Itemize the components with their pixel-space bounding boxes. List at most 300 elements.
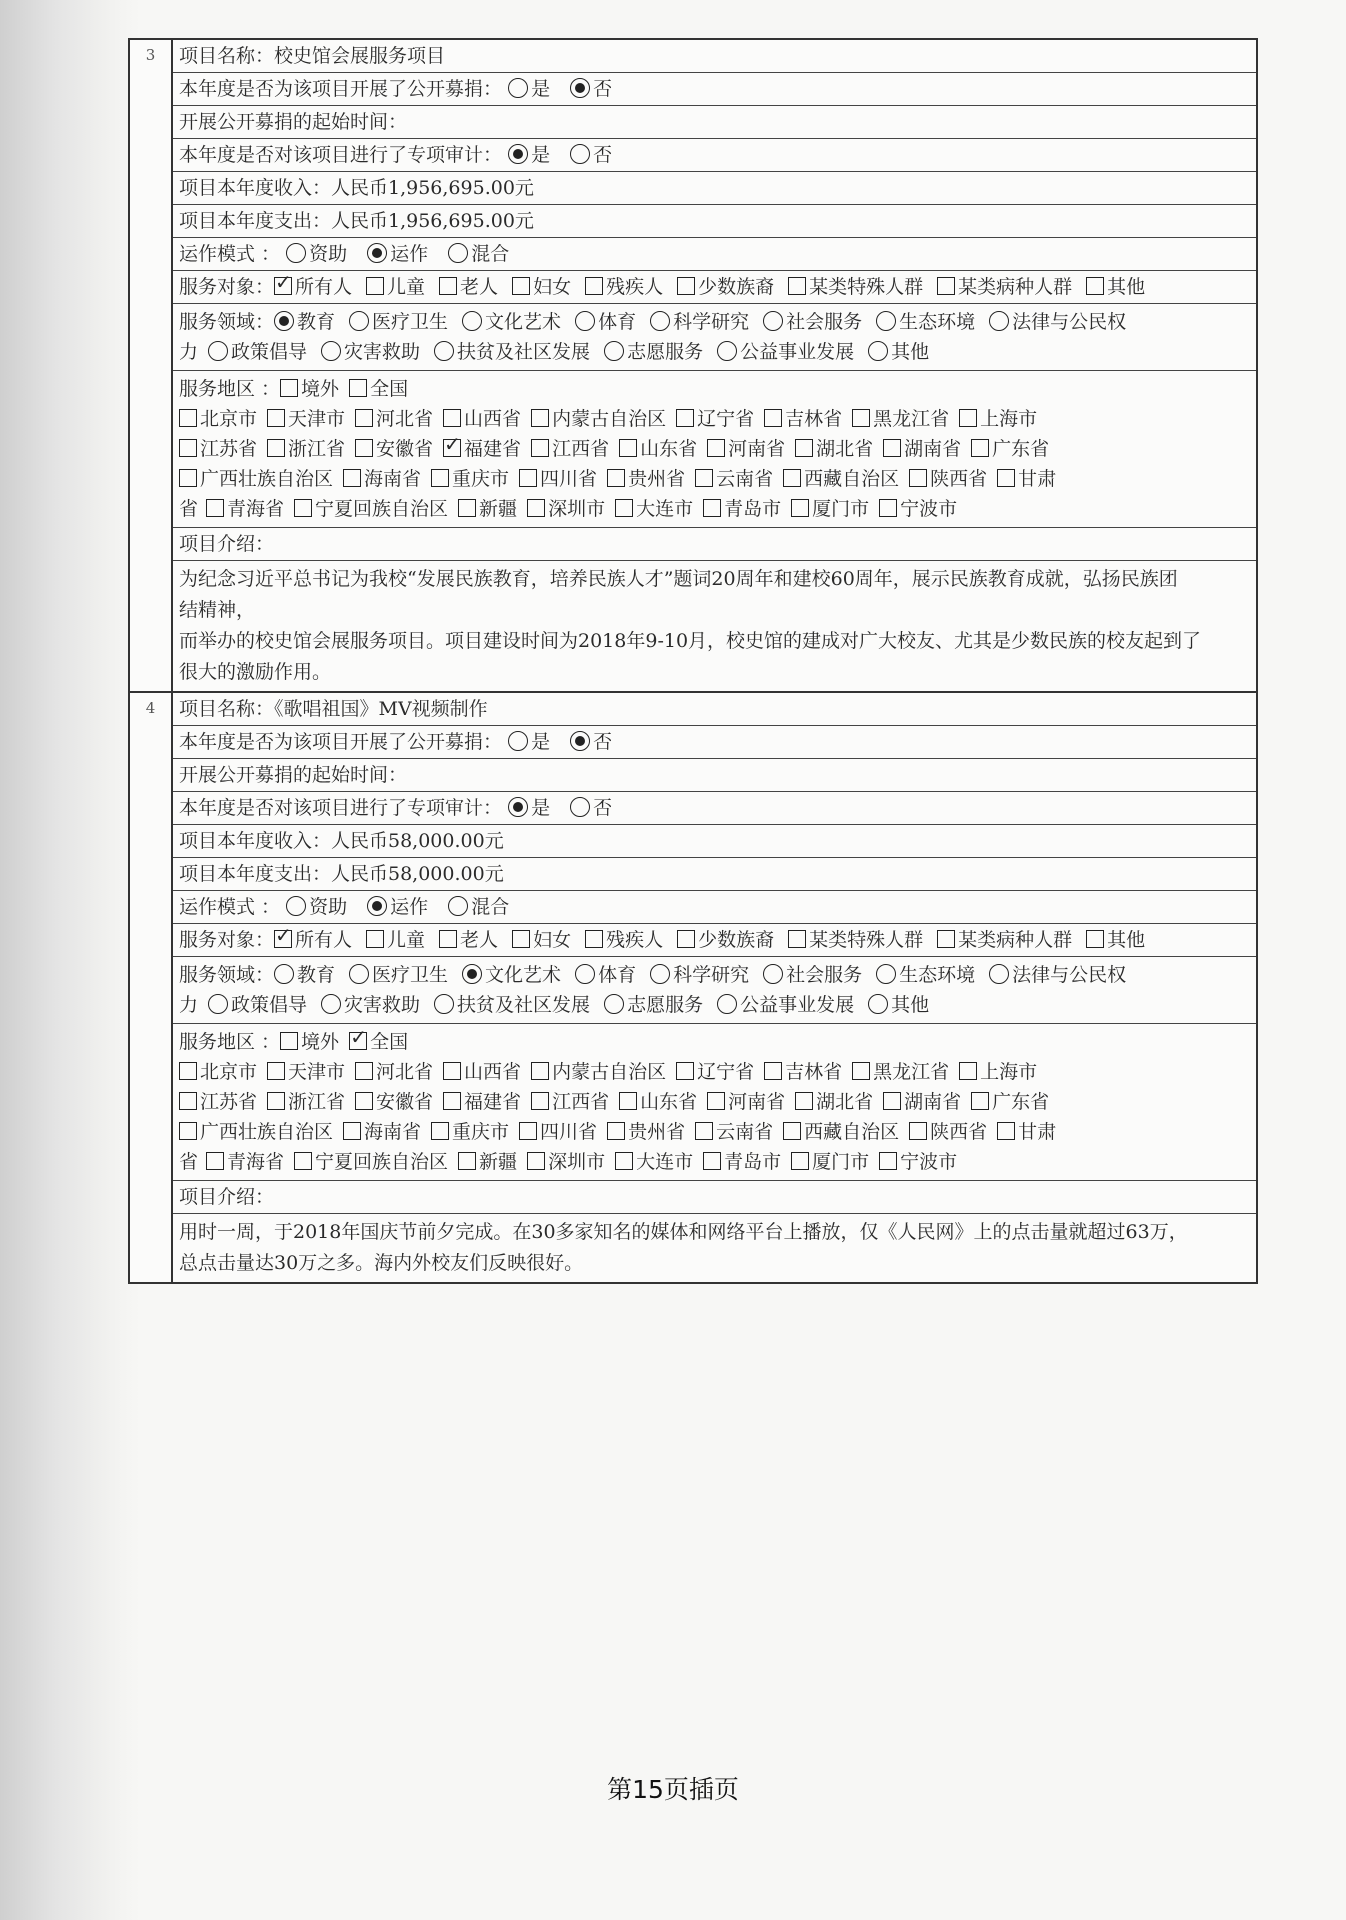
region-option[interactable]: 江西省 — [531, 434, 609, 464]
radio-icon[interactable] — [508, 78, 528, 98]
radio-icon[interactable] — [989, 311, 1009, 331]
checkbox-icon[interactable] — [267, 1092, 285, 1110]
region-option[interactable]: 宁夏回族自治区 — [294, 1147, 448, 1177]
radio-icon[interactable] — [570, 797, 590, 817]
region-option[interactable]: 河北省 — [355, 404, 433, 434]
checkbox-icon[interactable] — [458, 499, 476, 517]
checkbox-icon[interactable] — [959, 409, 977, 427]
checkbox-icon[interactable] — [179, 409, 197, 427]
region-option[interactable]: 境外 — [280, 1027, 339, 1057]
expense-row: 项目本年度支出：人民币1,956,695.00元 — [173, 205, 1256, 238]
region-option[interactable]: 江苏省 — [179, 1087, 257, 1117]
audit-yes-option[interactable]: 是 — [508, 142, 550, 168]
region-option[interactable]: 安徽省 — [355, 434, 433, 464]
region-option[interactable]: 西藏自治区 — [783, 1117, 899, 1147]
project-number: 4 — [130, 693, 173, 1282]
radio-icon[interactable] — [349, 964, 369, 984]
radio-icon[interactable] — [286, 243, 306, 263]
checkbox-icon[interactable] — [267, 439, 285, 457]
region-option[interactable]: 湖南省 — [883, 434, 961, 464]
radio-icon[interactable] — [604, 994, 624, 1014]
region-option[interactable]: 大连市 — [615, 494, 693, 524]
project-section-3 — [130, 40, 1256, 691]
radio-icon[interactable] — [434, 341, 454, 361]
field-option[interactable]: 公益事业发展 — [717, 337, 854, 367]
radio-icon[interactable] — [868, 994, 888, 1014]
radio-selected-icon[interactable] — [508, 144, 528, 164]
region-row: 服务地区 ： 境外✓ 全国 北京市 天津市 河北省 山西省 内蒙古自治区 辽宁省 吉林省 黑龙江省 上海市 江苏省 浙江省 安徽省 福建省 江西省 山东省 河南省 湖北省 湖南省 广东省 广西壮族自治区 海南省 重庆市 四川省 贵州省 云南省 西藏自治区 陕西省 甘肃 省 青海省 宁夏回族自治区 新疆 深圳市 大连市 青岛市 厦门市 宁波市 — [173, 1024, 1256, 1181]
radio-icon[interactable] — [650, 964, 670, 984]
region-option[interactable]: ✓ 福建省 — [443, 434, 521, 464]
checkbox-icon[interactable] — [443, 409, 461, 427]
income-row: 项目本年度收入：人民币58,000.00元 — [173, 825, 1256, 858]
target-option[interactable]: 老人 — [439, 927, 498, 953]
region-option[interactable]: 山西省 — [443, 1057, 521, 1087]
checkbox-checked-icon[interactable] — [274, 277, 292, 295]
checkbox-icon[interactable] — [206, 499, 224, 517]
field-option[interactable]: 文化艺术 — [462, 960, 561, 990]
checkbox-icon[interactable] — [527, 1152, 545, 1170]
checkbox-icon[interactable] — [443, 1092, 461, 1110]
mode-option[interactable]: 混合 — [448, 894, 509, 920]
checkbox-icon[interactable] — [852, 409, 870, 427]
region-option[interactable]: 内蒙古自治区 — [531, 1057, 666, 1087]
checkbox-icon[interactable] — [971, 1092, 989, 1110]
field-option[interactable]: 志愿服务 — [604, 337, 703, 367]
region-option[interactable]: 宁夏回族自治区 — [294, 494, 448, 524]
project-name: 项目名称：《歌唱祖国》MV视频制作 — [173, 693, 1256, 726]
region-option[interactable]: 吉林省 — [764, 1057, 842, 1087]
field-option[interactable]: 医疗卫生 — [349, 960, 448, 990]
region-option[interactable]: 陕西省 — [909, 1117, 987, 1147]
checkbox-icon[interactable] — [883, 439, 901, 457]
checkbox-checked-icon[interactable] — [274, 930, 292, 948]
checkbox-icon[interactable] — [695, 469, 713, 487]
field-option[interactable]: 生态环境 — [876, 307, 975, 337]
region-option[interactable]: 湖南省 — [883, 1087, 961, 1117]
radio-icon[interactable] — [508, 731, 528, 751]
region-option[interactable]: 黑龙江省 — [852, 1057, 949, 1087]
radio-icon[interactable] — [650, 311, 670, 331]
radio-icon[interactable] — [570, 144, 590, 164]
field-option[interactable]: 科学研究 — [650, 960, 749, 990]
checkbox-icon[interactable] — [280, 379, 298, 397]
region-option[interactable]: 新疆 — [458, 1147, 517, 1177]
field-option[interactable]: 体育 — [575, 307, 636, 337]
region-option[interactable]: 广西壮族自治区 — [179, 1117, 333, 1147]
checkbox-icon[interactable] — [179, 1062, 197, 1080]
checkbox-icon[interactable] — [280, 1032, 298, 1050]
target-row: 服务对象：✓ 所有人 儿童 老人 妇女 残疾人 少数族裔 某类特殊人群 某类病种人群 其他 — [173, 924, 1256, 957]
radio-icon[interactable] — [604, 341, 624, 361]
radio-selected-icon[interactable] — [367, 896, 387, 916]
checkbox-icon[interactable] — [366, 277, 384, 295]
fundraising-yes-option[interactable]: 是 — [508, 76, 550, 102]
region-option[interactable]: 浙江省 — [267, 1087, 345, 1117]
checkbox-icon[interactable] — [439, 277, 457, 295]
region-option[interactable]: 宁波市 — [879, 494, 957, 524]
field-option[interactable]: 法律与公民权 — [989, 307, 1126, 337]
region-option[interactable]: 四川省 — [519, 464, 597, 494]
radio-icon[interactable] — [274, 964, 294, 984]
audit-yes-option[interactable]: 是 — [508, 795, 550, 821]
region-option[interactable]: 甘肃 — [997, 1117, 1056, 1147]
target-option[interactable]: 其他 — [1086, 927, 1145, 953]
region-option[interactable]: 山东省 — [619, 1087, 697, 1117]
radio-icon[interactable] — [349, 311, 369, 331]
region-option[interactable]: 河南省 — [707, 434, 785, 464]
audit-no-option[interactable]: 否 — [570, 142, 612, 168]
region-option[interactable]: 贵州省 — [607, 1117, 685, 1147]
checkbox-icon[interactable] — [512, 277, 530, 295]
region-option[interactable]: 四川省 — [519, 1117, 597, 1147]
field-option[interactable]: 其他 — [868, 990, 929, 1020]
radio-icon[interactable] — [448, 896, 468, 916]
field-row: 服务领域： 教育 医疗卫生 文化艺术 体育 科学研究 社会服务 生态环境 法律与公民权 力 政策倡导 灾害救助 扶贫及社区发展 志愿服务 公益事业发展 其他 — [173, 957, 1256, 1024]
field-option[interactable]: 医疗卫生 — [349, 307, 448, 337]
checkbox-icon[interactable] — [707, 439, 725, 457]
target-option[interactable]: 老人 — [439, 274, 498, 300]
checkbox-icon[interactable] — [997, 469, 1015, 487]
field-option[interactable]: 其他 — [868, 337, 929, 367]
radio-icon[interactable] — [989, 964, 1009, 984]
checkbox-icon[interactable] — [343, 1122, 361, 1140]
field-option[interactable]: 教育 — [274, 960, 335, 990]
region-option[interactable]: 广西壮族自治区 — [179, 464, 333, 494]
checkbox-icon[interactable] — [937, 277, 955, 295]
checkbox-icon[interactable] — [267, 1062, 285, 1080]
checkbox-icon[interactable] — [355, 439, 373, 457]
project-name: 项目名称：校史馆会展服务项目 — [173, 40, 1256, 73]
checkbox-icon[interactable] — [879, 499, 897, 517]
region-option[interactable]: 贵州省 — [607, 464, 685, 494]
checkbox-icon[interactable] — [852, 1062, 870, 1080]
start-time-row: 开展公开募捐的起始时间： — [173, 759, 1256, 792]
checkbox-icon[interactable] — [783, 469, 801, 487]
checkbox-icon[interactable] — [619, 439, 637, 457]
radio-selected-icon[interactable] — [367, 243, 387, 263]
field-option[interactable]: 科学研究 — [650, 307, 749, 337]
radio-icon[interactable] — [763, 311, 783, 331]
field-option[interactable]: 文化艺术 — [462, 307, 561, 337]
region-option[interactable]: 广东省 — [971, 1087, 1049, 1117]
region-option[interactable]: 上海市 — [959, 1057, 1037, 1087]
page-footer: 第15页插页 — [607, 1775, 739, 1804]
radio-selected-icon[interactable] — [508, 797, 528, 817]
region-option[interactable]: 大连市 — [615, 1147, 693, 1177]
checkbox-icon[interactable] — [703, 499, 721, 517]
region-option[interactable]: 安徽省 — [355, 1087, 433, 1117]
fundraising-no-option[interactable]: 否 — [570, 76, 612, 102]
region-option[interactable]: 青海省 — [206, 1147, 284, 1177]
region-option[interactable]: 全国 — [349, 374, 408, 404]
region-option[interactable]: 深圳市 — [527, 494, 605, 524]
checkbox-icon[interactable] — [512, 930, 530, 948]
region-option[interactable]: 辽宁省 — [676, 1057, 754, 1087]
checkbox-icon[interactable] — [677, 930, 695, 948]
checkbox-icon[interactable] — [791, 499, 809, 517]
region-option[interactable]: 河北省 — [355, 1057, 433, 1087]
checkbox-icon[interactable] — [355, 1062, 373, 1080]
radio-selected-icon[interactable] — [570, 731, 590, 751]
target-option[interactable]: 儿童 — [366, 927, 425, 953]
checkbox-icon[interactable] — [355, 1092, 373, 1110]
radio-selected-icon[interactable] — [462, 964, 482, 984]
target-option[interactable]: 某类特殊人群 — [788, 274, 923, 300]
mode-option[interactable]: 资助 — [286, 241, 347, 267]
mode-option[interactable]: 资助 — [286, 894, 347, 920]
field-option[interactable]: 社会服务 — [763, 960, 862, 990]
checkbox-icon[interactable] — [676, 409, 694, 427]
checkbox-icon[interactable] — [959, 1062, 977, 1080]
region-option[interactable]: 吉林省 — [764, 404, 842, 434]
checkbox-icon[interactable] — [531, 1092, 549, 1110]
radio-icon[interactable] — [321, 994, 341, 1014]
field-option[interactable]: 政策倡导 — [208, 990, 307, 1020]
checkbox-icon[interactable] — [443, 1062, 461, 1080]
radio-icon[interactable] — [876, 964, 896, 984]
checkbox-icon[interactable] — [531, 1062, 549, 1080]
region-option[interactable]: 青岛市 — [703, 494, 781, 524]
checkbox-icon[interactable] — [519, 1122, 537, 1140]
target-option[interactable]: 某类病种人群 — [937, 927, 1072, 953]
target-option[interactable]: ✓ 所有人 — [274, 274, 352, 300]
checkbox-icon[interactable] — [294, 1152, 312, 1170]
audit-no-option[interactable]: 否 — [570, 795, 612, 821]
checkbox-icon[interactable] — [366, 930, 384, 948]
checkbox-icon[interactable] — [607, 1122, 625, 1140]
region-option[interactable]: 河南省 — [707, 1087, 785, 1117]
checkbox-icon[interactable] — [431, 469, 449, 487]
intro-text: 用时一周，于2018年国庆节前夕完成。在30多家知名的媒体和网络平台上播放，仅《人民网》上的点击量就超过63万， 总点击量达30万之多。海内外校友们反映很好。 — [179, 1221, 1188, 1274]
checkbox-icon[interactable] — [349, 379, 367, 397]
radio-icon[interactable] — [448, 243, 468, 263]
fundraising-no-option[interactable]: 否 — [570, 729, 612, 755]
checkbox-icon[interactable] — [607, 469, 625, 487]
mode-row: 运作模式 ： 资助 运作 混合 — [173, 238, 1256, 271]
field-option[interactable]: 生态环境 — [876, 960, 975, 990]
checkbox-icon[interactable] — [1086, 930, 1104, 948]
checkbox-icon[interactable] — [179, 1122, 197, 1140]
region-option[interactable]: 宁波市 — [879, 1147, 957, 1177]
checkbox-icon[interactable] — [294, 499, 312, 517]
checkbox-icon[interactable] — [179, 439, 197, 457]
region-option[interactable]: 新疆 — [458, 494, 517, 524]
checkbox-icon[interactable] — [883, 1092, 901, 1110]
target-option[interactable]: 其他 — [1086, 274, 1145, 300]
checkbox-icon[interactable] — [458, 1152, 476, 1170]
project-number: 3 — [130, 40, 173, 691]
checkbox-icon[interactable] — [531, 439, 549, 457]
field-option[interactable]: 法律与公民权 — [989, 960, 1126, 990]
region-option[interactable]: 云南省 — [695, 464, 773, 494]
project-section-4 — [130, 691, 1256, 1282]
radio-icon[interactable] — [286, 896, 306, 916]
region-option[interactable]: 江西省 — [531, 1087, 609, 1117]
intro-text: 为纪念习近平总书记为我校“发展民族教育，培养民族人才”题词20周年和建校60周年，展示民族教育成就，弘扬民族团 结精神， 而举办的校史馆会展服务项目。项目建设时间为2018年9-10月，校史馆的建成对广大校友、尤其是少数民族的校友起到了 很大的激励作用。 — [179, 568, 1202, 683]
fundraising-yes-option[interactable]: 是 — [508, 729, 550, 755]
region-row: 服务地区 ： 境外 全国 北京市 天津市 河北省 山西省 内蒙古自治区 辽宁省 吉林省 黑龙江省 上海市 江苏省 浙江省 安徽省✓ 福建省 江西省 山东省 河南省 湖北省 湖南省 广东省 广西壮族自治区 海南省 重庆市 四川省 贵州省 云南省 西藏自治区 陕西省 甘肃 省 青海省 宁夏回族自治区 新疆 深圳市 大连市 青岛市 厦门市 宁波市 — [173, 371, 1256, 528]
radio-icon[interactable] — [321, 341, 341, 361]
mode-row: 运作模式 ： 资助 运作 混合 — [173, 891, 1256, 924]
radio-icon[interactable] — [462, 311, 482, 331]
checkbox-icon[interactable] — [695, 1122, 713, 1140]
checkbox-icon[interactable] — [937, 930, 955, 948]
region-option[interactable]: 山东省 — [619, 434, 697, 464]
field-option[interactable]: 志愿服务 — [604, 990, 703, 1020]
region-option[interactable]: 江苏省 — [179, 434, 257, 464]
radio-icon[interactable] — [208, 994, 228, 1014]
field-option[interactable]: 公益事业发展 — [717, 990, 854, 1020]
checkbox-icon[interactable] — [997, 1122, 1015, 1140]
region-option[interactable]: 西藏自治区 — [783, 464, 899, 494]
checkbox-icon[interactable] — [267, 409, 285, 427]
checkbox-icon[interactable] — [615, 499, 633, 517]
field-option[interactable]: 教育 — [274, 307, 335, 337]
mode-option[interactable]: 运作 — [367, 894, 428, 920]
region-option[interactable]: 重庆市 — [431, 464, 509, 494]
checkbox-icon[interactable] — [531, 409, 549, 427]
target-option[interactable]: ✓ 所有人 — [274, 927, 352, 953]
checkbox-icon[interactable] — [707, 1092, 725, 1110]
checkbox-icon[interactable] — [783, 1122, 801, 1140]
region-option[interactable]: 天津市 — [267, 404, 345, 434]
radio-icon[interactable] — [575, 964, 595, 984]
checkbox-icon[interactable] — [879, 1152, 897, 1170]
region-option[interactable]: 海南省 — [343, 1117, 421, 1147]
field-option[interactable]: 灾害救助 — [321, 337, 420, 367]
region-option[interactable]: 北京市 — [179, 1057, 257, 1087]
checkbox-icon[interactable] — [788, 930, 806, 948]
checkbox-icon[interactable] — [585, 930, 603, 948]
region-option[interactable]: ✓ 全国 — [349, 1027, 408, 1057]
radio-icon[interactable] — [717, 341, 737, 361]
field-row: 服务领域： 教育 医疗卫生 文化艺术 体育 科学研究 社会服务 生态环境 法律与公民权 力 政策倡导 灾害救助 扶贫及社区发展 志愿服务 公益事业发展 其他 — [173, 304, 1256, 371]
target-option[interactable]: 少数族裔 — [677, 927, 774, 953]
region-option[interactable]: 海南省 — [343, 464, 421, 494]
checkbox-icon[interactable] — [764, 409, 782, 427]
audit-row: 本年度是否对该项目进行了专项审计： 是 否 — [173, 139, 1256, 172]
project-form — [128, 38, 1258, 1284]
region-option[interactable]: 陕西省 — [909, 464, 987, 494]
radio-icon[interactable] — [575, 311, 595, 331]
checkbox-icon[interactable] — [431, 1122, 449, 1140]
target-option[interactable]: 残疾人 — [585, 927, 663, 953]
radio-icon[interactable] — [434, 994, 454, 1014]
region-option[interactable]: 上海市 — [959, 404, 1037, 434]
region-option[interactable]: 天津市 — [267, 1057, 345, 1087]
checkbox-icon[interactable] — [971, 439, 989, 457]
target-option[interactable]: 某类特殊人群 — [788, 927, 923, 953]
checkbox-icon[interactable] — [439, 930, 457, 948]
checkbox-icon[interactable] — [909, 1122, 927, 1140]
target-option[interactable]: 妇女 — [512, 927, 571, 953]
target-option[interactable]: 少数族裔 — [677, 274, 774, 300]
region-option[interactable]: 青海省 — [206, 494, 284, 524]
region-option[interactable]: 浙江省 — [267, 434, 345, 464]
fundraising-row: 本年度是否为该项目开展了公开募捐： 是 否 — [173, 73, 1256, 106]
region-option[interactable]: 甘肃 — [997, 464, 1056, 494]
income-row: 项目本年度收入：人民币1,956,695.00元 — [173, 172, 1256, 205]
field-option[interactable]: 体育 — [575, 960, 636, 990]
checkbox-icon[interactable] — [527, 499, 545, 517]
checkbox-icon[interactable] — [677, 277, 695, 295]
radio-selected-icon[interactable] — [274, 311, 294, 331]
start-time-row: 开展公开募捐的起始时间： — [173, 106, 1256, 139]
checkbox-icon[interactable] — [788, 277, 806, 295]
radio-icon[interactable] — [763, 964, 783, 984]
region-option[interactable]: 湖北省 — [795, 434, 873, 464]
checkbox-icon[interactable] — [343, 469, 361, 487]
checkbox-icon[interactable] — [676, 1062, 694, 1080]
region-option[interactable]: 黑龙江省 — [852, 404, 949, 434]
radio-icon[interactable] — [717, 994, 737, 1014]
region-option[interactable]: 云南省 — [695, 1117, 773, 1147]
region-option[interactable]: 重庆市 — [431, 1117, 509, 1147]
region-option[interactable]: 境外 — [280, 374, 339, 404]
field-option[interactable]: 政策倡导 — [208, 337, 307, 367]
checkbox-icon[interactable] — [795, 1092, 813, 1110]
radio-selected-icon[interactable] — [570, 78, 590, 98]
region-option[interactable]: 广东省 — [971, 434, 1049, 464]
field-option[interactable]: 社会服务 — [763, 307, 862, 337]
checkbox-icon[interactable] — [179, 469, 197, 487]
region-option[interactable]: 厦门市 — [791, 494, 869, 524]
checkbox-icon[interactable] — [764, 1062, 782, 1080]
region-option[interactable]: 辽宁省 — [676, 404, 754, 434]
mode-option[interactable]: 混合 — [448, 241, 509, 267]
checkbox-icon[interactable] — [909, 469, 927, 487]
region-option[interactable]: 福建省 — [443, 1087, 521, 1117]
region-option[interactable]: 青岛市 — [703, 1147, 781, 1177]
checkbox-icon[interactable] — [791, 1152, 809, 1170]
region-option[interactable]: 北京市 — [179, 404, 257, 434]
audit-row: 本年度是否对该项目进行了专项审计： 是 否 — [173, 792, 1256, 825]
intro-label: 项目介绍： — [173, 1181, 1256, 1214]
checkbox-icon[interactable] — [1086, 277, 1104, 295]
checkbox-icon[interactable] — [585, 277, 603, 295]
target-option[interactable]: 残疾人 — [585, 274, 663, 300]
radio-icon[interactable] — [208, 341, 228, 361]
expense-row: 项目本年度支出：人民币58,000.00元 — [173, 858, 1256, 891]
checkbox-icon[interactable] — [355, 409, 373, 427]
target-option[interactable]: 某类病种人群 — [937, 274, 1072, 300]
field-option[interactable]: 扶贫及社区发展 — [434, 990, 590, 1020]
checkbox-icon[interactable] — [619, 1092, 637, 1110]
region-option[interactable]: 内蒙古自治区 — [531, 404, 666, 434]
scan-shadow — [0, 0, 140, 1920]
region-option[interactable]: 湖北省 — [795, 1087, 873, 1117]
checkbox-icon[interactable] — [795, 439, 813, 457]
checkbox-icon[interactable] — [179, 1092, 197, 1110]
field-option[interactable]: 灾害救助 — [321, 990, 420, 1020]
region-option[interactable]: 山西省 — [443, 404, 521, 434]
target-option[interactable]: 妇女 — [512, 274, 571, 300]
checkbox-checked-icon[interactable] — [443, 439, 461, 457]
checkbox-checked-icon[interactable] — [349, 1032, 367, 1050]
checkbox-icon[interactable] — [615, 1152, 633, 1170]
radio-icon[interactable] — [868, 341, 888, 361]
field-option[interactable]: 扶贫及社区发展 — [434, 337, 590, 367]
checkbox-icon[interactable] — [703, 1152, 721, 1170]
mode-option[interactable]: 运作 — [367, 241, 428, 267]
checkbox-icon[interactable] — [519, 469, 537, 487]
radio-icon[interactable] — [876, 311, 896, 331]
target-option[interactable]: 儿童 — [366, 274, 425, 300]
checkbox-icon[interactable] — [206, 1152, 224, 1170]
region-option[interactable]: 厦门市 — [791, 1147, 869, 1177]
region-option[interactable]: 深圳市 — [527, 1147, 605, 1177]
